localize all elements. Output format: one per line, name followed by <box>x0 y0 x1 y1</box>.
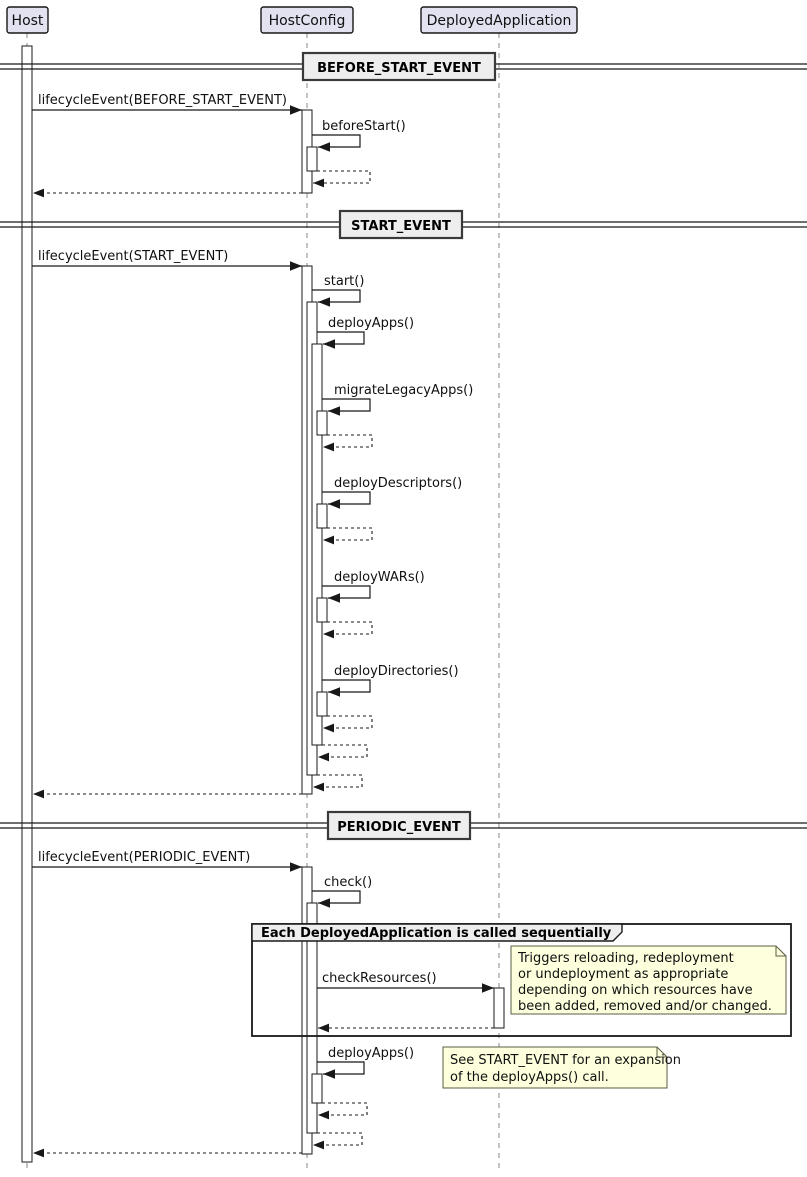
message-label: deployApps() <box>328 316 415 331</box>
divider-label: PERIODIC_EVENT <box>337 820 461 835</box>
participant-hostconfig <box>261 7 353 33</box>
message-label: checkResources() <box>322 971 437 986</box>
message-label: lifecycleEvent(PERIODIC_EVENT) <box>38 850 251 865</box>
self-call-deploy-apps <box>317 332 364 344</box>
divider-periodic-event <box>328 812 470 839</box>
self-call-before-start <box>312 135 360 147</box>
activation-bar-deployedapplication <box>494 988 504 1028</box>
participant-label: HostConfig <box>268 13 346 29</box>
participant-host <box>7 7 48 33</box>
note-deploy-apps <box>443 1047 681 1088</box>
note-line: depending on which resources have <box>518 983 753 998</box>
message-label: deployWARs() <box>334 570 425 585</box>
note-line: Triggers reloading, redeployment <box>518 951 734 966</box>
participant-deployedapplication <box>421 7 577 33</box>
self-return <box>313 1133 362 1145</box>
self-call-deploy-wars <box>322 586 370 598</box>
self-return <box>323 435 372 447</box>
activation-bar-host <box>22 46 32 1162</box>
participant-label: DeployedApplication <box>426 13 572 29</box>
note-line: or undeployment as appropriate <box>518 967 729 982</box>
activation-bar <box>312 344 322 745</box>
activation-bar <box>307 147 317 171</box>
group-title: Each DeployedApplication is called sequentially <box>261 926 612 941</box>
message-label: start() <box>324 274 365 289</box>
self-return <box>313 775 362 787</box>
divider-start-event <box>340 211 462 238</box>
divider-label: BEFORE_START_EVENT <box>317 61 481 76</box>
note-check-resources <box>511 946 786 1014</box>
message-label: lifecycleEvent(BEFORE_START_EVENT) <box>38 93 287 108</box>
divider-before-start-event <box>303 53 495 80</box>
message-label: check() <box>324 875 373 890</box>
activation-bar <box>317 411 327 435</box>
message-label: migrateLegacyApps() <box>334 383 474 398</box>
note-line: of the deployApps() call. <box>450 1070 609 1085</box>
note-line: been added, removed and/or changed. <box>518 999 772 1014</box>
self-return <box>318 1103 367 1115</box>
divider-label: START_EVENT <box>351 219 451 234</box>
self-return <box>323 716 372 728</box>
message-label: beforeStart() <box>322 119 406 134</box>
activation-bar <box>317 598 327 622</box>
self-call-deploy-apps-periodic <box>317 1062 364 1074</box>
self-call-deploy-descriptors <box>322 492 370 504</box>
self-call-deploy-directories <box>322 680 370 692</box>
self-call-start <box>312 290 360 302</box>
self-return <box>313 171 370 183</box>
message-label: deployDescriptors() <box>334 476 463 491</box>
message-label: deployDirectories() <box>334 664 459 679</box>
self-call-check <box>312 891 360 903</box>
self-return <box>323 528 372 540</box>
self-return <box>323 622 372 634</box>
activation-bar <box>317 692 327 716</box>
participant-label: Host <box>11 13 44 29</box>
self-call-migrate-legacy-apps <box>322 399 370 411</box>
self-return <box>318 745 367 757</box>
note-line: See START_EVENT for an expansion <box>450 1053 681 1068</box>
activation-bar <box>312 1074 322 1103</box>
message-label: deployApps() <box>328 1046 415 1061</box>
activation-bar <box>317 504 327 528</box>
message-label: lifecycleEvent(START_EVENT) <box>38 249 229 264</box>
